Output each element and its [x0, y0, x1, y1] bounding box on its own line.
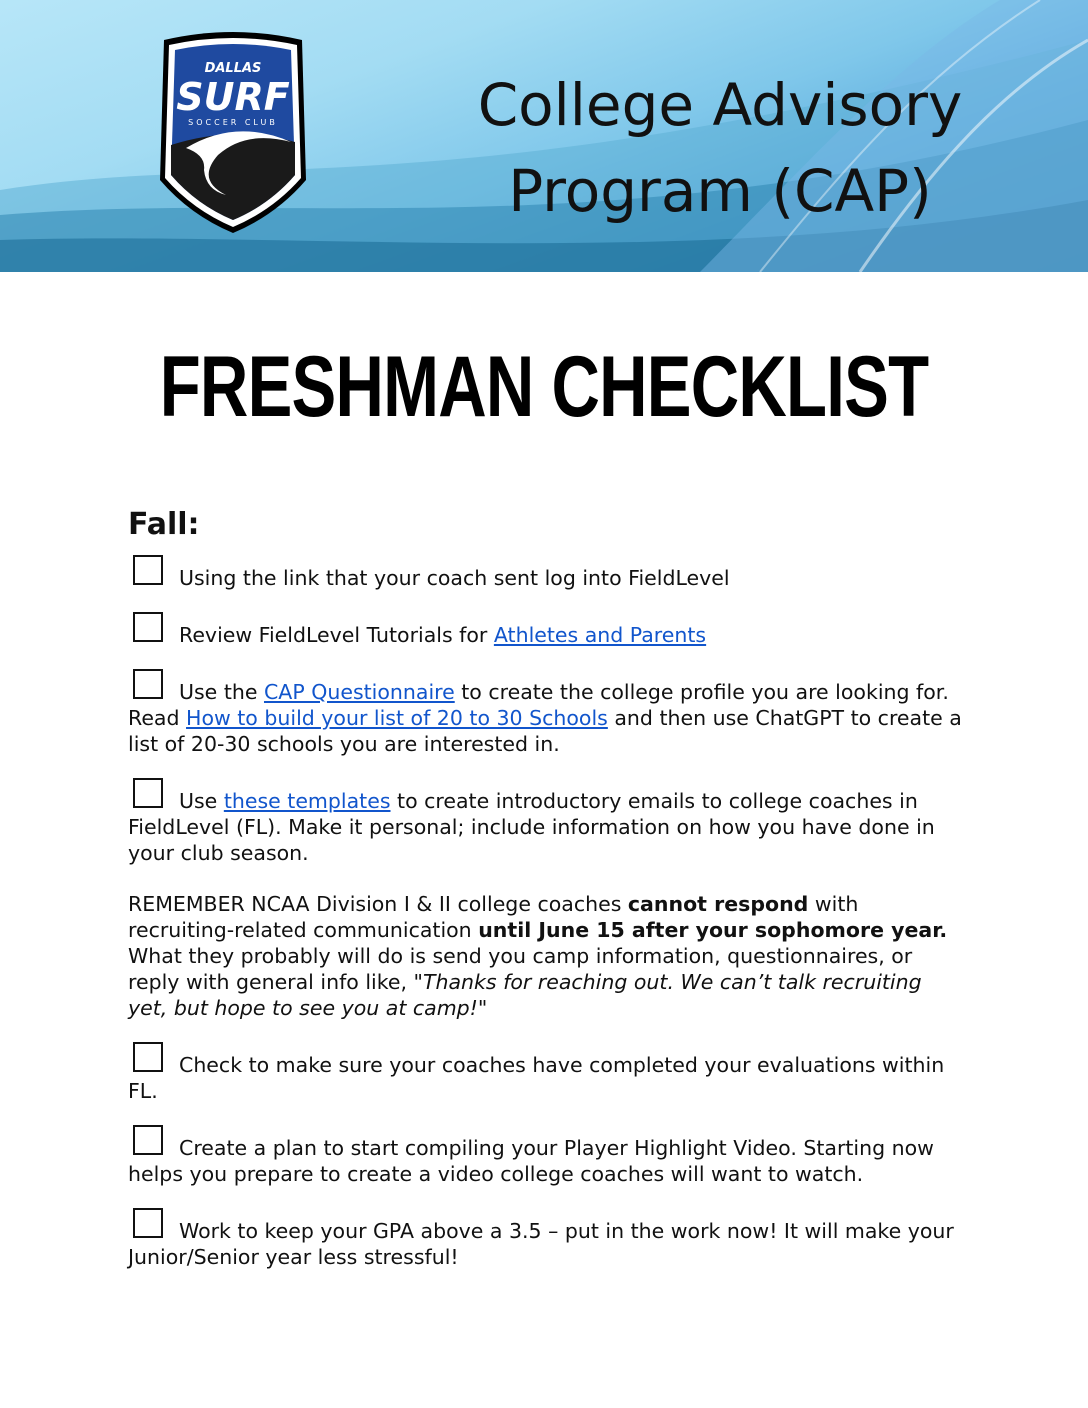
svg-text:SOCCER CLUB: SOCCER CLUB — [188, 118, 278, 127]
item-text: Work to keep your GPA above a 3.5 – put in the work now! It will make your Junior/Senior year less stressful! — [128, 1219, 954, 1269]
checkbox[interactable] — [133, 555, 163, 585]
note-text: What they probably will do is send you camp information, questionnaires, or reply with general info like, — [128, 944, 913, 994]
item-text: Use the — [179, 680, 264, 704]
checklist-item — [128, 559, 963, 591]
svg-text:DALLAS: DALLAS — [204, 61, 262, 76]
title-line-1: College Advisory — [477, 71, 963, 139]
item-text: Using the link that your coach sent log into FieldLevel — [179, 566, 730, 590]
checklist — [128, 505, 963, 1295]
checklist-item — [128, 1129, 963, 1187]
athletes-parents-link[interactable]: Athletes and Parents — [493, 623, 707, 647]
checkbox[interactable] — [133, 1208, 163, 1238]
svg-text:SURF: SURF — [176, 75, 290, 119]
item-text: Check to make sure your coaches have completed your evaluations within FL. — [128, 1053, 945, 1103]
title-line-2: Program (CAP) — [508, 157, 932, 225]
checkbox[interactable] — [133, 1125, 163, 1155]
note-quote: "Thanks for reaching out. We can’t talk recruiting yet, but hope to see you at camp!" — [128, 970, 922, 1020]
header-banner — [0, 0, 1088, 272]
dallas-surf-logo — [156, 30, 310, 235]
note-text: with recruiting-related communication — [128, 892, 859, 942]
ncaa-note — [128, 891, 963, 1021]
program-title — [470, 62, 970, 234]
checklist-item — [128, 782, 963, 866]
item-text: and then use ChatGPT to create a list of 20-30 schools you are interested in. — [128, 706, 962, 756]
checklist-item — [128, 616, 963, 648]
season-heading: Fall: — [128, 507, 200, 542]
item-text: Create a plan to start compiling your Player Highlight Video. Starting now helps you prepare to create a video college coaches will want to watch. — [128, 1136, 934, 1186]
checklist-item — [128, 673, 963, 757]
item-text: Review FieldLevel Tutorials for — [179, 623, 494, 647]
item-text: to create the college profile you are looking for. Read — [128, 680, 949, 730]
item-text: Use — [179, 789, 224, 813]
checkbox[interactable] — [133, 612, 163, 642]
note-text: REMEMBER NCAA Division I & II college coaches — [128, 892, 628, 916]
note-bold: cannot respond — [627, 892, 809, 916]
item-text: to create introductory emails to college coaches in FieldLevel (FL). Make it personal; include information on how you have done in your club season. — [128, 789, 935, 865]
checklist-item — [128, 1046, 963, 1104]
cap-questionnaire-link[interactable]: CAP Questionnaire — [263, 680, 455, 704]
build-school-list-link[interactable]: How to build your list of 20 to 30 Schools — [186, 706, 608, 730]
checkbox[interactable] — [133, 1042, 163, 1072]
templates-link[interactable]: these templates — [223, 789, 391, 813]
checklist-item — [128, 1212, 963, 1270]
checkbox[interactable] — [133, 778, 163, 808]
note-bold: until June 15 after your sophomore year. — [478, 918, 948, 942]
checkbox[interactable] — [133, 669, 163, 699]
page-headline: FRESHMAN CHECKLIST — [159, 339, 929, 435]
